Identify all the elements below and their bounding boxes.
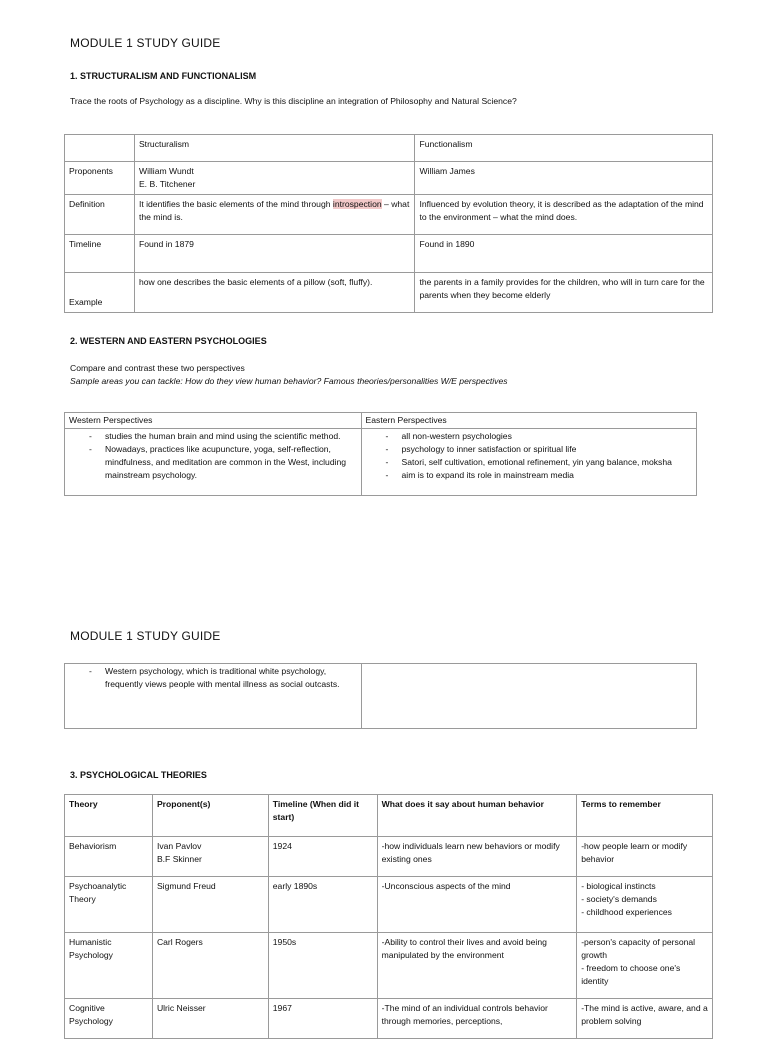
empty-header-cell bbox=[65, 135, 135, 162]
table-row bbox=[65, 877, 713, 933]
theory-cell: Behaviorism bbox=[65, 837, 153, 877]
functionalism-proponents: William James bbox=[415, 162, 713, 195]
structuralism-timeline: Found in 1879 bbox=[134, 235, 415, 273]
eastern-list bbox=[376, 430, 692, 482]
behavior-cell: -Ability to control their lives and avoid being manipulated by the environment bbox=[377, 933, 577, 999]
western-list-cell bbox=[65, 429, 362, 496]
definition-text: It identifies the basic elements of the mind through bbox=[138, 199, 333, 209]
terms-cell: -person's capacity of personal growth - freedom to choose one's identity bbox=[577, 933, 713, 999]
section2-line2: Sample areas you can tackle: How do they view human behavior? Famous theories/personalities W/E perspectives bbox=[70, 376, 508, 386]
behavior-cell: -The mind of an individual controls behavior through memories, perceptions, bbox=[377, 999, 577, 1039]
proponent-cell: Ulric Neisser bbox=[152, 999, 268, 1039]
eastern-list-cell bbox=[361, 429, 696, 496]
section1-prompt: Trace the roots of Psychology as a discipline. Why is this discipline an integration of Philosophy and Natural Science? bbox=[70, 96, 517, 106]
row-label-example: Example bbox=[65, 273, 135, 313]
table-row bbox=[65, 837, 713, 877]
timeline-cell: 1950s bbox=[268, 933, 377, 999]
col-theory: Theory bbox=[65, 795, 153, 837]
theory-cell: Cognitive Psychology bbox=[65, 999, 153, 1039]
perspectives-table-continued bbox=[64, 663, 697, 729]
list-item: - aim is to expand its role in mainstream media bbox=[402, 469, 692, 482]
western-list-cell-continued bbox=[65, 664, 362, 729]
theories-table bbox=[64, 794, 713, 1039]
functionalism-timeline: Found in 1890 bbox=[415, 235, 713, 273]
functionalism-header: Functionalism bbox=[415, 135, 713, 162]
functionalism-example: the parents in a family provides for the children, who will in turn care for the parents when they become elderly bbox=[415, 273, 713, 313]
structuralism-proponents: William Wundt E. B. Titchener bbox=[134, 162, 415, 195]
functionalism-definition: Influenced by evolution theory, it is described as the adaptation of the mind to the environment – what the mind does. bbox=[415, 195, 713, 235]
row-label-definition: Definition bbox=[65, 195, 135, 235]
terms-cell: -The mind is active, aware, and a problem solving bbox=[577, 999, 713, 1039]
list-item: - psychology to inner satisfaction or spiritual life bbox=[402, 443, 692, 456]
col-terms: Terms to remember bbox=[577, 795, 713, 837]
eastern-list-cell-continued bbox=[361, 664, 696, 729]
page-title: MODULE 1 STUDY GUIDE bbox=[70, 36, 221, 50]
proponent-cell: Sigmund Freud bbox=[152, 877, 268, 933]
list-item: - all non-western psychologies bbox=[402, 430, 692, 443]
perspectives-table bbox=[64, 412, 697, 496]
list-item: - Satori, self cultivation, emotional refinement, yin yang balance, moksha bbox=[402, 456, 692, 469]
list-item: - studies the human brain and mind using the scientific method. bbox=[105, 430, 357, 443]
structuralism-table bbox=[64, 134, 713, 313]
terms-cell: -how people learn or modify behavior bbox=[577, 837, 713, 877]
section1-heading: 1. STRUCTURALISM AND FUNCTIONALISM bbox=[70, 71, 257, 81]
table-row bbox=[65, 933, 713, 999]
col-proponents: Proponent(s) bbox=[152, 795, 268, 837]
timeline-cell: early 1890s bbox=[268, 877, 377, 933]
theory-cell: Humanistic Psychology bbox=[65, 933, 153, 999]
col-human-behavior: What does it say about human behavior bbox=[377, 795, 577, 837]
eastern-header: Eastern Perspectives bbox=[361, 413, 696, 429]
proponent-cell: Carl Rogers bbox=[152, 933, 268, 999]
section2-heading: 2. WESTERN AND EASTERN PSYCHOLOGIES bbox=[70, 336, 267, 346]
table-row bbox=[65, 999, 713, 1039]
proponent-cell: Ivan Pavlov B.F Skinner bbox=[152, 837, 268, 877]
highlighted-term: introspection bbox=[332, 199, 382, 209]
terms-cell: - biological instincts - society's demands - childhood experiences bbox=[577, 877, 713, 933]
structuralism-example: how one describes the basic elements of a pillow (soft, fluffy). bbox=[134, 273, 415, 313]
western-list-continued bbox=[79, 665, 357, 691]
structuralism-header: Structuralism bbox=[134, 135, 415, 162]
western-list bbox=[79, 430, 357, 482]
section3-heading: 3. PSYCHOLOGICAL THEORIES bbox=[70, 770, 207, 780]
western-header: Western Perspectives bbox=[65, 413, 362, 429]
row-label-timeline: Timeline bbox=[65, 235, 135, 273]
list-item: - Nowadays, practices like acupuncture, yoga, self-reflection, mindfulness, and meditation are common in the West, including mainstream psychology. bbox=[105, 443, 357, 482]
structuralism-definition bbox=[134, 195, 415, 235]
behavior-cell: -Unconscious aspects of the mind bbox=[377, 877, 577, 933]
col-timeline: Timeline (When did it start) bbox=[268, 795, 377, 837]
theory-cell: Psychoanalytic Theory bbox=[65, 877, 153, 933]
page-title-2: MODULE 1 STUDY GUIDE bbox=[70, 629, 221, 643]
timeline-cell: 1967 bbox=[268, 999, 377, 1039]
row-label-proponents: Proponents bbox=[65, 162, 135, 195]
list-item: - Western psychology, which is traditional white psychology, frequently views people with mental illness as social outcasts. bbox=[105, 665, 357, 691]
timeline-cell: 1924 bbox=[268, 837, 377, 877]
behavior-cell: -how individuals learn new behaviors or modify existing ones bbox=[377, 837, 577, 877]
definition-text-end: – what the mind is. bbox=[138, 199, 410, 222]
section2-line1: Compare and contrast these two perspectives bbox=[70, 363, 245, 373]
